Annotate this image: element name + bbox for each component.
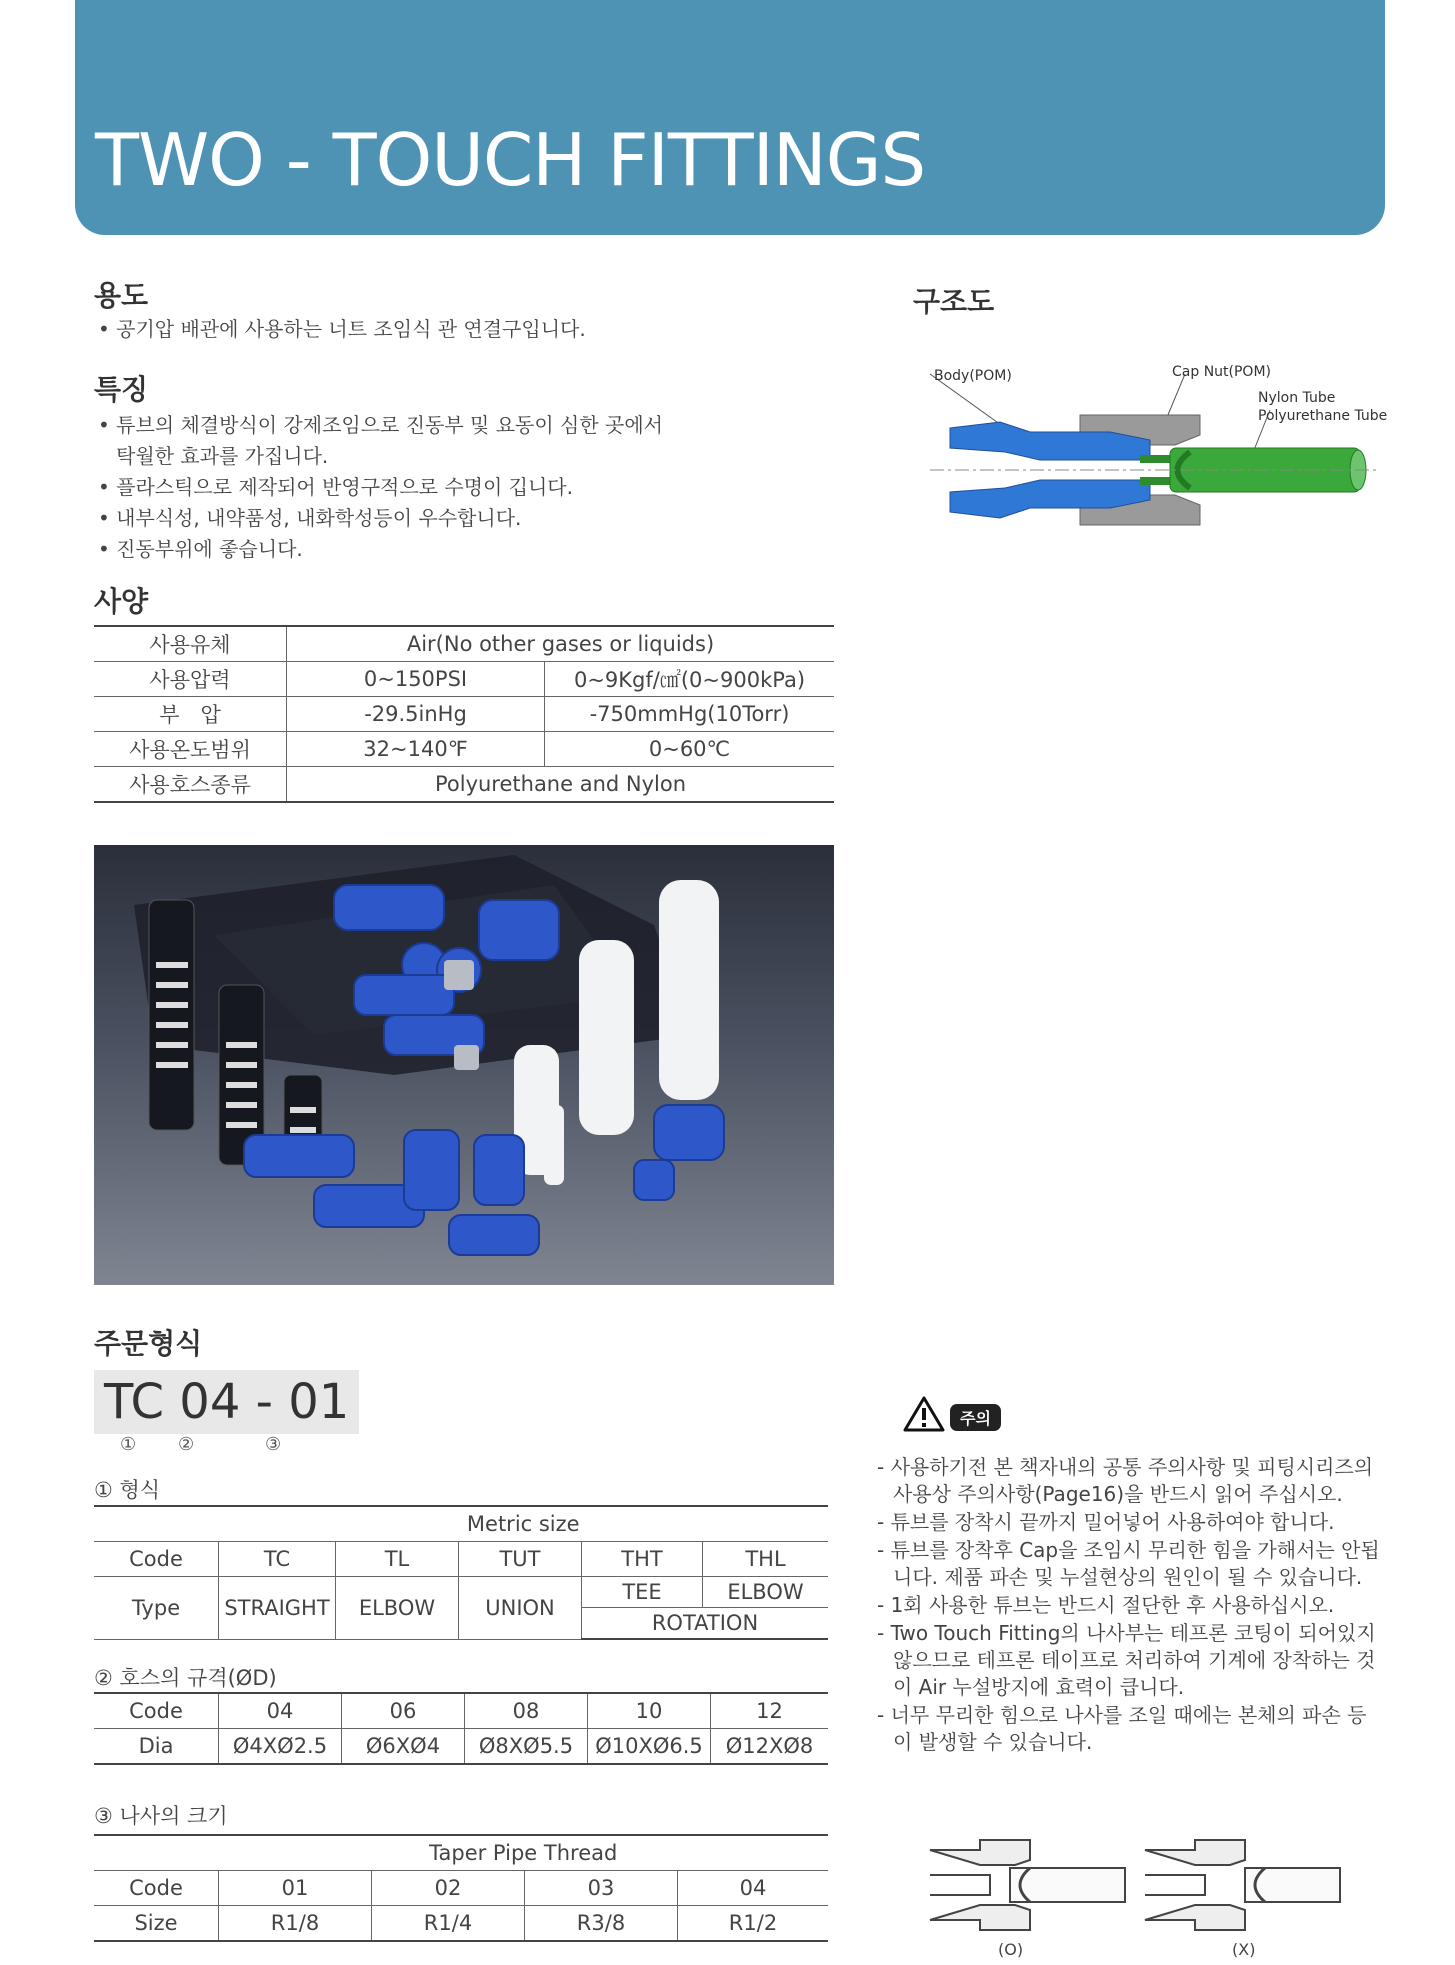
- spec-value: 0~9Kgf/㎠(0~900kPa): [545, 662, 835, 697]
- table-cell: Ø12XØ8: [711, 1729, 829, 1765]
- table-cell: 08: [465, 1693, 588, 1729]
- table-cell: ELBOW: [336, 1577, 459, 1640]
- feature-item: • 내부식성, 내약품성, 내화학성등이 우수합니다.: [98, 506, 522, 530]
- table-row: [94, 1693, 828, 1729]
- spec-value: -29.5inHg: [287, 697, 545, 732]
- marker-1: ①: [120, 1434, 137, 1455]
- spec-value: 0~60℃: [545, 732, 835, 767]
- spec-label: 사용압력: [94, 662, 287, 697]
- caution-item: - 튜브를 장착후 Cap을 조임시 무리한 힘을 가해서는 안됩니다. 제품 파손 및 누설현상의 원인이 될 수 있습니다.: [877, 1538, 1380, 1589]
- feature-item: • 튜브의 체결방식이 강제조임으로 진동부 및 요동이 심한 곳에서 탁월한 효과를 가집니다.: [98, 413, 663, 468]
- spec-label: 부 압: [94, 697, 287, 732]
- product-photo-art: [94, 845, 834, 1285]
- spec-value: 32~140℉: [287, 732, 545, 767]
- code-label: Code: [94, 1693, 219, 1729]
- marker-3: ③: [265, 1434, 282, 1455]
- usage-item: • 공기압 배관에 사용하는 너트 조임식 관 연결구입니다.: [98, 317, 586, 341]
- table-cell: R1/8: [219, 1906, 372, 1942]
- feature-item: • 진동부위에 좋습니다.: [98, 537, 303, 561]
- table-cell: Ø8XØ5.5: [465, 1729, 588, 1765]
- table-cell: Ø10XØ6.5: [588, 1729, 711, 1765]
- table-cell: TUT: [459, 1542, 582, 1577]
- spec-heading: 사양: [94, 585, 149, 618]
- incorrect-label: (X): [1232, 1940, 1256, 1959]
- table-cell: 04: [219, 1693, 342, 1729]
- spec-label: 사용유체: [94, 626, 287, 662]
- table-row: [94, 1906, 828, 1942]
- spec-label: 사용온도범위: [94, 732, 287, 767]
- spec-value: Polyurethane and Nylon: [287, 767, 835, 803]
- table-row: [94, 626, 834, 662]
- table-row: [94, 767, 834, 803]
- thread-heading: ③ 나사의 크기: [94, 1804, 228, 1828]
- table-row: [94, 662, 834, 697]
- usage-heading: 용도: [94, 279, 149, 312]
- table-cell: 12: [711, 1693, 829, 1729]
- table-cell: TEE: [582, 1577, 703, 1608]
- thread-table: [94, 1834, 828, 1942]
- caution-item: - 너무 무리한 힘으로 나사를 조일 때에는 본체의 파손 등이 발생할 수 있습니다.: [877, 1703, 1367, 1754]
- table-cell: Ø4XØ2.5: [219, 1729, 342, 1765]
- table-cell: 10: [588, 1693, 711, 1729]
- table-cell: 03: [525, 1871, 678, 1906]
- table-cell: ELBOW: [703, 1577, 829, 1608]
- table-row: [94, 1835, 828, 1871]
- type-table: [94, 1505, 828, 1640]
- warning-icon: [903, 1396, 945, 1432]
- caution-item: - 1회 사용한 튜브는 반드시 절단한 후 사용하십시오.: [877, 1593, 1335, 1617]
- spec-value: -750mmHg(10Torr): [545, 697, 835, 732]
- correct-label: (O): [998, 1940, 1024, 1959]
- dia-label: Dia: [94, 1729, 219, 1765]
- caution-item: - 사용하기전 본 책자내의 공통 주의사항 및 피팅시리즈의 사용상 주의사항(Page16)을 반드시 읽어 주십시오.: [877, 1455, 1374, 1506]
- spec-label: 사용호스종류: [94, 767, 287, 803]
- table-row: [94, 1729, 828, 1765]
- page-title: TWO - TOUCH FITTINGS: [95, 118, 926, 202]
- table-row: [94, 1542, 828, 1577]
- label-pu-tube: Polyurethane Tube: [1258, 408, 1388, 424]
- table-row: [94, 732, 834, 767]
- taper-header: Taper Pipe Thread: [219, 1835, 829, 1871]
- type-heading: ① 형식: [94, 1478, 161, 1502]
- table-cell: R1/4: [372, 1906, 525, 1942]
- caution-item: - 튜브를 장착시 끝까지 밀어넣어 사용하여야 합니다.: [877, 1510, 1335, 1534]
- order-code-example: TC 04 - 01: [94, 1370, 359, 1434]
- order-heading: 주문형식: [94, 1327, 203, 1360]
- caution-badge: 주의: [950, 1404, 1001, 1431]
- rotation-cell: ROTATION: [582, 1608, 829, 1640]
- usage-list: [94, 314, 794, 345]
- table-cell: 02: [372, 1871, 525, 1906]
- table-row: [94, 697, 834, 732]
- table-cell: 04: [678, 1871, 829, 1906]
- features-list: [94, 410, 664, 565]
- title-banner: [75, 0, 1385, 235]
- spec-table: [94, 625, 834, 803]
- table-cell: R1/2: [678, 1906, 829, 1942]
- table-cell: R3/8: [525, 1906, 678, 1942]
- spec-value: Air(No other gases or liquids): [287, 626, 835, 662]
- type-label: Type: [94, 1577, 219, 1640]
- size-label: Size: [94, 1906, 219, 1942]
- table-cell: THT: [582, 1542, 703, 1577]
- table-cell: TL: [336, 1542, 459, 1577]
- features-heading: 특징: [94, 373, 149, 406]
- table-row: [94, 1577, 828, 1608]
- structure-diagram: [910, 360, 1390, 570]
- table-row: [94, 1871, 828, 1906]
- table-cell: 01: [219, 1871, 372, 1906]
- table-cell: THL: [703, 1542, 829, 1577]
- caution-item: - Two Touch Fitting의 나사부는 테프론 코팅이 되어있지 않으므로 테프론 테이프로 처리하여 기계에 장착하는 것이 Air 누설방지에 효력이 큽니다.: [877, 1621, 1376, 1699]
- hose-table: [94, 1692, 828, 1765]
- product-photo: [94, 845, 834, 1285]
- caution-list: [875, 1454, 1385, 1757]
- metric-size-header: Metric size: [219, 1506, 829, 1542]
- correct-install-diagram: [920, 1830, 1130, 1940]
- table-cell: STRAIGHT: [219, 1577, 336, 1640]
- feature-item: • 플라스틱으로 제작되어 반영구적으로 수명이 깁니다.: [98, 475, 573, 499]
- table-cell: 06: [342, 1693, 465, 1729]
- label-nylon-tube: Nylon Tube: [1258, 390, 1336, 406]
- hose-heading: ② 호스의 규격(ØD): [94, 1666, 277, 1690]
- table-cell: UNION: [459, 1577, 582, 1640]
- table-row: [94, 1506, 828, 1542]
- code-label: Code: [94, 1542, 219, 1577]
- incorrect-install-diagram: [1135, 1830, 1345, 1940]
- marker-2: ②: [178, 1434, 195, 1455]
- label-body: Body(POM): [934, 368, 1012, 384]
- table-cell: TC: [219, 1542, 336, 1577]
- structure-heading: 구조도: [913, 285, 995, 318]
- label-cap-nut: Cap Nut(POM): [1172, 364, 1271, 380]
- spec-value: 0~150PSI: [287, 662, 545, 697]
- table-cell: Ø6XØ4: [342, 1729, 465, 1765]
- code-label: Code: [94, 1871, 219, 1906]
